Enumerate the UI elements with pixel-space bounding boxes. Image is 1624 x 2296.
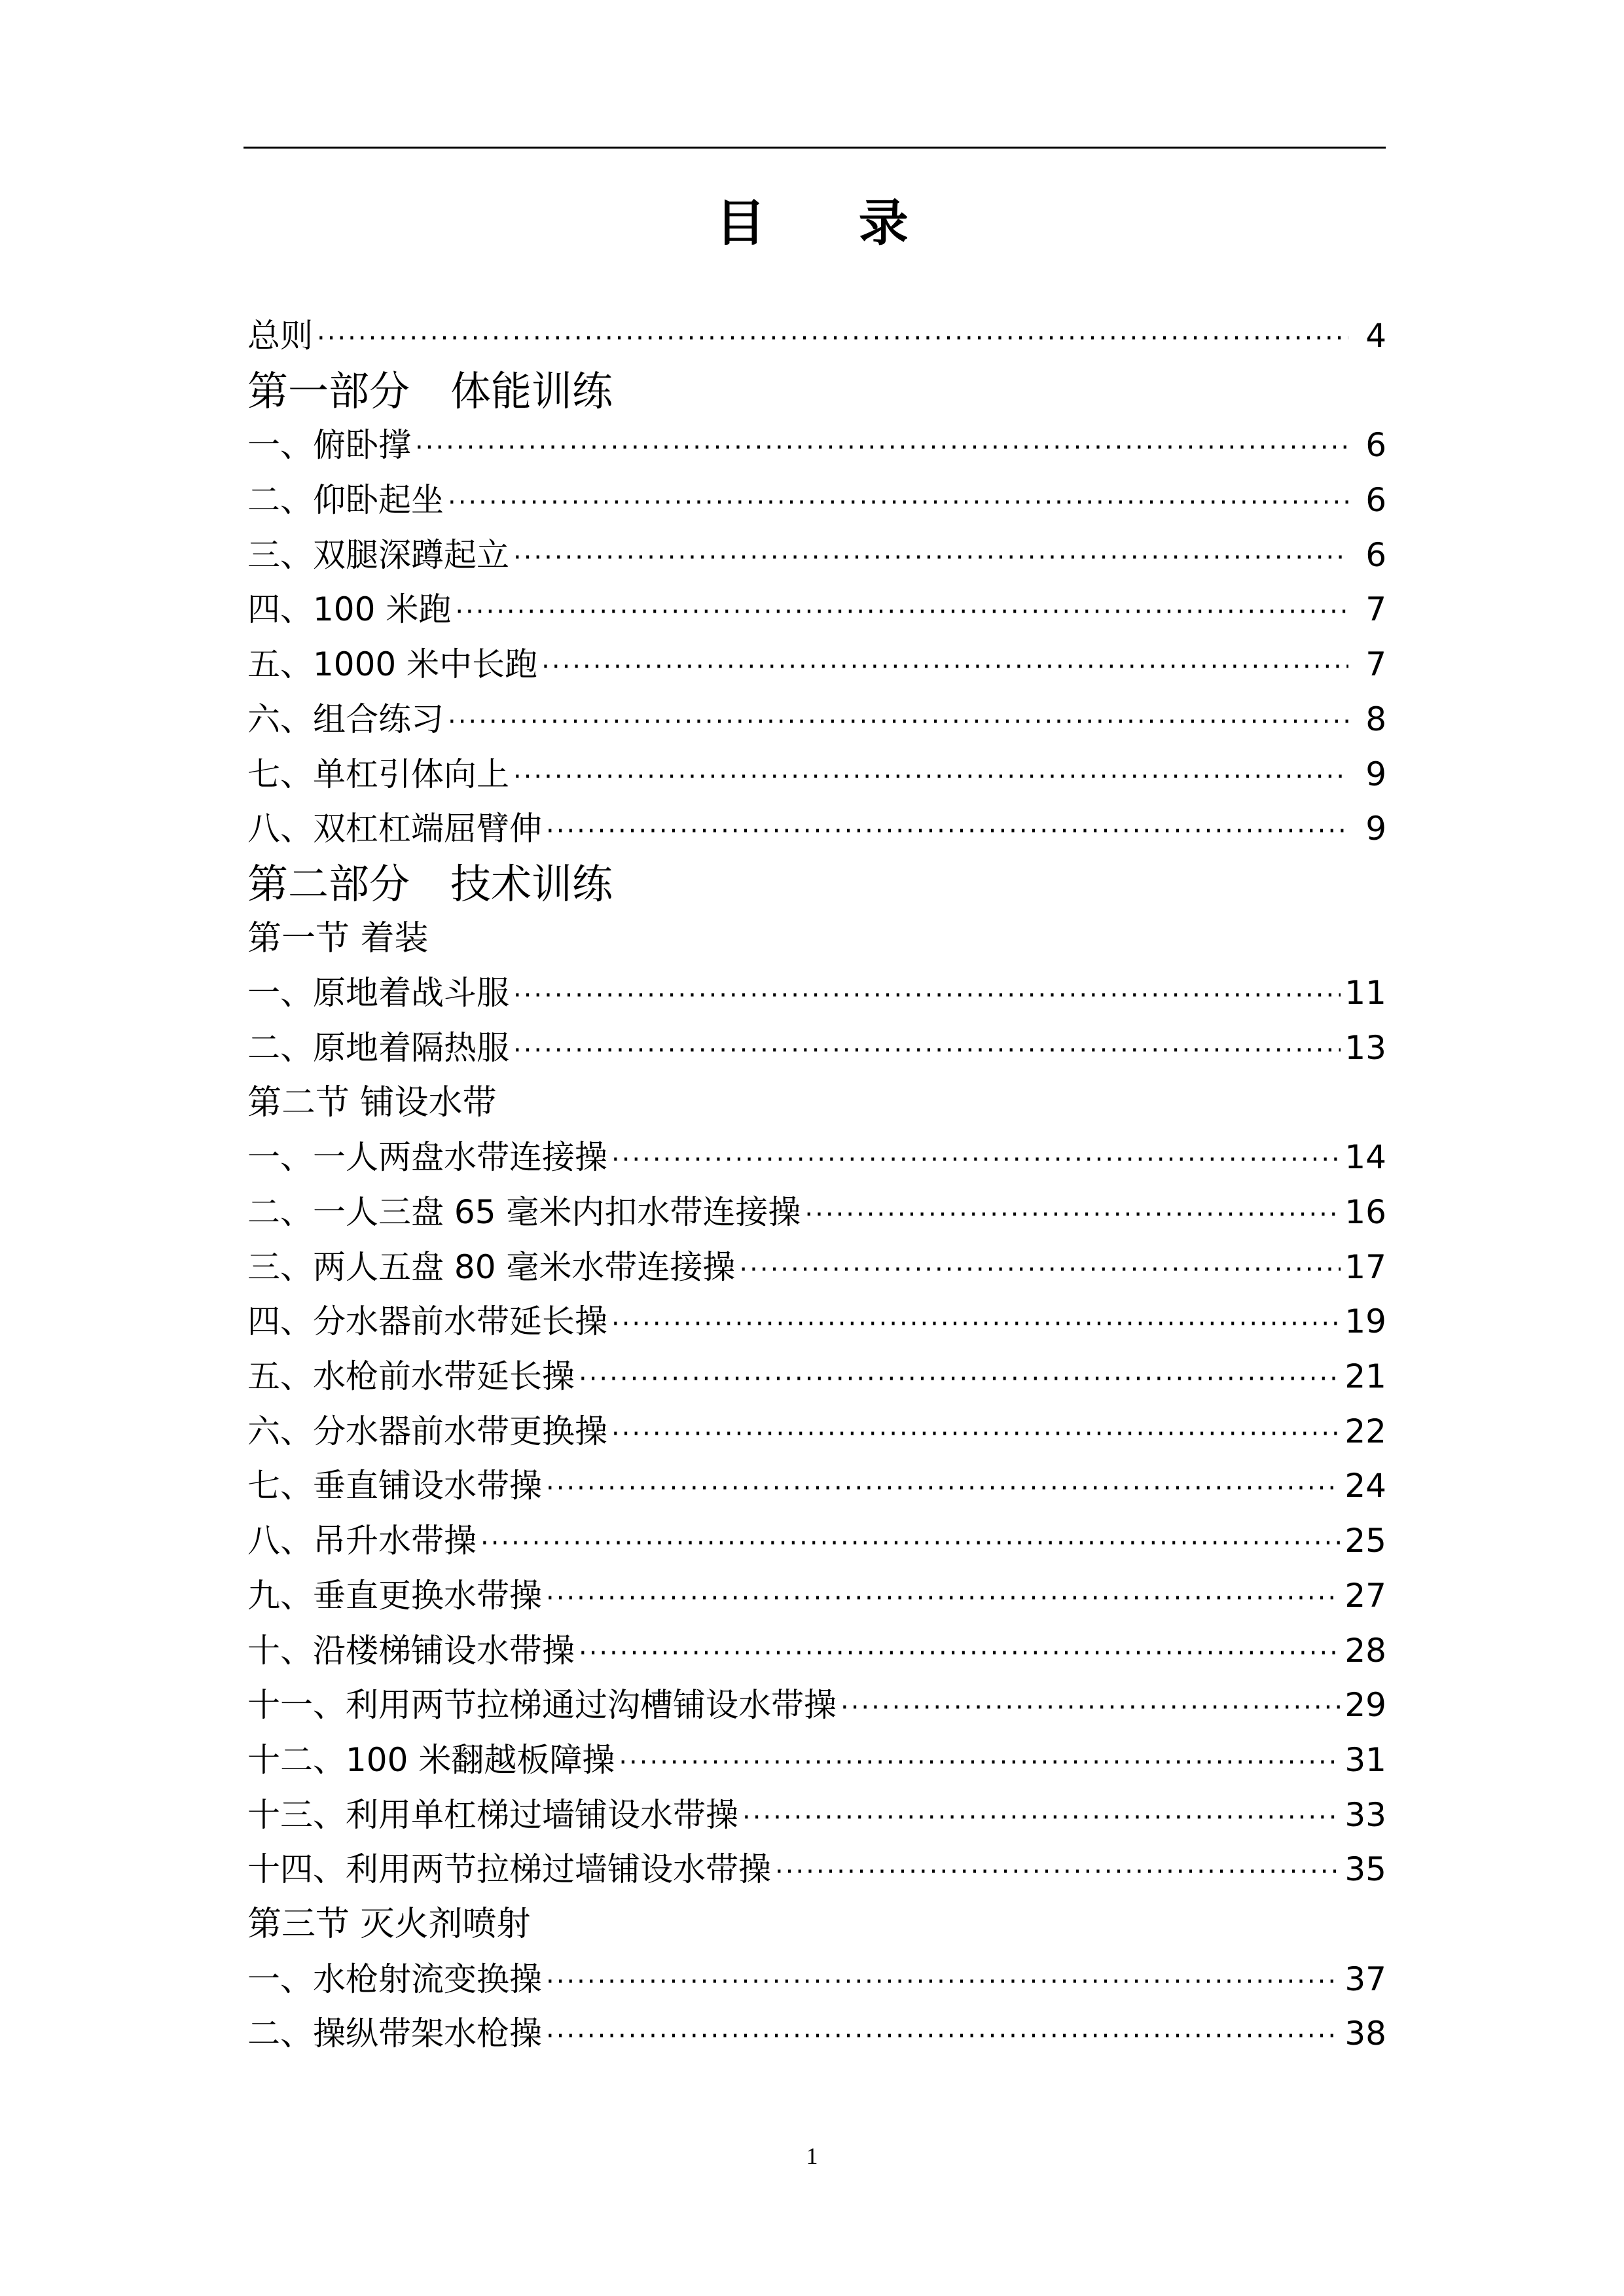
toc-dot-leader [840, 1681, 1341, 1736]
toc-entry[interactable] [247, 1295, 1386, 1350]
toc-label: 一、水枪射流变换操 [247, 1960, 542, 1998]
toc-page-number: 28 [1344, 1631, 1386, 1670]
toc-label: 一、俯卧撑 [247, 426, 411, 465]
toc-page-number: 16 [1344, 1193, 1386, 1231]
toc-dot-leader [739, 1243, 1341, 1298]
toc-label: 九、垂直更换水带操 [247, 1576, 542, 1615]
toc-label: 十一、利用两节拉梯通过沟槽铺设水带操 [247, 1686, 837, 1725]
toc-dot-leader [619, 1736, 1341, 1791]
toc-entry[interactable] [247, 1678, 1386, 1733]
toc-page-number: 38 [1344, 2015, 1386, 2053]
toc-label: 六、分水器前水带更换操 [247, 1412, 607, 1450]
toc-page-number: 35 [1344, 1850, 1386, 1889]
toc-label: 七、垂直铺设水带操 [247, 1467, 542, 1505]
toc-label: 二、仰卧起坐 [247, 481, 444, 520]
toc-entry[interactable] [247, 747, 1386, 802]
toc-entry[interactable] [247, 1842, 1386, 1897]
toc-dot-leader [513, 531, 1348, 586]
toc-dot-leader [317, 312, 1348, 367]
toc-label: 八、双杠杠端屈臂伸 [247, 810, 542, 848]
toc-dot-leader [579, 1626, 1341, 1681]
toc-dot-leader [546, 1955, 1341, 2010]
toc-page-number: 17 [1344, 1247, 1386, 1286]
toc-entry[interactable] [247, 802, 1386, 857]
toc-dot-leader [513, 750, 1348, 805]
toc-label: 三、双腿深蹲起立 [247, 535, 509, 574]
toc-entry[interactable] [247, 2007, 1386, 2062]
toc-dot-leader [541, 640, 1348, 695]
toc-label: 四、100 米跑 [247, 590, 452, 629]
toc-label: 五、1000 米中长跑 [247, 645, 538, 684]
toc-page-number: 27 [1344, 1576, 1386, 1615]
toc-entry[interactable] [247, 692, 1386, 747]
toc-page-number: 21 [1344, 1357, 1386, 1396]
toc-label: 五、水枪前水带延长操 [247, 1357, 575, 1396]
toc-entry[interactable] [247, 583, 1386, 637]
toc-page-number: 19 [1344, 1302, 1386, 1341]
toc-entry[interactable] [247, 1733, 1386, 1788]
toc-dot-leader [775, 1845, 1341, 1900]
toc-page-number: 6 [1365, 481, 1386, 520]
toc-dot-leader [455, 585, 1348, 640]
toc-part-heading [247, 857, 1386, 912]
toc-entry[interactable] [247, 418, 1386, 473]
toc-page-number: 7 [1365, 645, 1386, 684]
toc-page-number: 25 [1344, 1522, 1386, 1560]
toc-label: 六、组合练习 [247, 700, 444, 738]
toc-page-number: 33 [1344, 1795, 1386, 1834]
page-title: 目 录 [715, 194, 947, 252]
toc-dot-leader [415, 421, 1348, 476]
toc-label: 第三节 灭火剂喷射 [247, 1904, 531, 1944]
toc-section-heading [247, 1897, 1386, 1952]
toc-entry[interactable] [247, 1185, 1386, 1240]
toc-label: 一、一人两盘水带连接操 [247, 1138, 607, 1177]
toc-label: 第二部分 技术训练 [247, 859, 613, 908]
toc-dot-leader [546, 2009, 1341, 2064]
toc-label: 一、原地着战斗服 [247, 974, 509, 1013]
toc-entry[interactable] [247, 1624, 1386, 1679]
toc-part-heading [247, 364, 1386, 419]
toc-entry[interactable] [247, 1788, 1386, 1843]
toc-page-number: 11 [1344, 974, 1386, 1013]
toc-section-heading [247, 1076, 1386, 1131]
toc-dot-leader [742, 1791, 1341, 1846]
toc-page-number: 13 [1344, 1028, 1386, 1067]
toc-label: 八、吊升水带操 [247, 1522, 477, 1560]
toc-label: 二、原地着隔热服 [247, 1028, 509, 1067]
toc-entry[interactable] [247, 309, 1386, 364]
toc-entry[interactable] [247, 1021, 1386, 1076]
toc-label: 十、沿楼梯铺设水带操 [247, 1631, 575, 1670]
toc-label: 总则 [247, 317, 313, 355]
toc-dot-leader [513, 1024, 1341, 1079]
toc-entry[interactable] [247, 1569, 1386, 1624]
toc-page-number: 4 [1365, 317, 1386, 355]
toc-dot-leader [480, 1516, 1341, 1571]
toc-entry[interactable] [247, 1405, 1386, 1460]
header-rule [244, 147, 1386, 149]
toc-page-number: 7 [1365, 590, 1386, 629]
toc-page-number: 29 [1344, 1686, 1386, 1725]
toc-page-number: 9 [1365, 810, 1386, 848]
toc-label: 第二节 铺设水带 [247, 1083, 497, 1122]
toc-entry[interactable] [247, 1240, 1386, 1295]
toc-label: 二、操纵带架水枪操 [247, 2015, 542, 2053]
toc-page-number: 6 [1365, 426, 1386, 465]
footer-page-number: 1 [806, 2143, 818, 2169]
toc-page-number: 14 [1344, 1138, 1386, 1177]
toc-label: 四、分水器前水带延长操 [247, 1302, 607, 1341]
toc-dot-leader [546, 1462, 1341, 1516]
toc-label: 七、单杠引体向上 [247, 755, 509, 793]
toc-entry[interactable] [247, 1952, 1386, 2007]
toc-label: 十二、100 米翻越板障操 [247, 1740, 615, 1779]
toc-entry[interactable] [247, 1130, 1386, 1185]
toc-dot-leader [611, 1297, 1341, 1352]
toc-label: 二、一人三盘 65 毫米内扣水带连接操 [247, 1193, 801, 1231]
toc-page-number: 9 [1365, 755, 1386, 793]
toc-dot-leader [448, 476, 1348, 531]
toc-dot-leader [579, 1352, 1341, 1407]
toc-page-number: 8 [1365, 700, 1386, 738]
toc-dot-leader [611, 1133, 1341, 1188]
toc-entry[interactable] [247, 1459, 1386, 1514]
toc-page-number: 31 [1344, 1740, 1386, 1779]
toc-entry[interactable] [247, 637, 1386, 692]
toc-page-number: 6 [1365, 535, 1386, 574]
toc-label: 十四、利用两节拉梯过墙铺设水带操 [247, 1850, 771, 1889]
toc-page-number: 24 [1344, 1467, 1386, 1505]
toc-dot-leader [448, 695, 1348, 750]
table-of-contents [247, 309, 1386, 2062]
toc-entry[interactable] [247, 1514, 1386, 1569]
toc-dot-leader [546, 804, 1348, 859]
toc-page-number: 22 [1344, 1412, 1386, 1450]
toc-page-number: 37 [1344, 1960, 1386, 1998]
toc-label: 第一节 着装 [247, 918, 429, 958]
toc-label: 十三、利用单杠梯过墙铺设水带操 [247, 1795, 738, 1834]
toc-dot-leader [513, 969, 1341, 1024]
toc-label: 三、两人五盘 80 毫米水带连接操 [247, 1247, 736, 1286]
toc-entry[interactable] [247, 966, 1386, 1021]
toc-entry[interactable] [247, 1350, 1386, 1405]
toc-entry[interactable] [247, 528, 1386, 583]
toc-section-heading [247, 912, 1386, 967]
toc-entry[interactable] [247, 473, 1386, 528]
toc-dot-leader [804, 1188, 1341, 1243]
toc-dot-leader [611, 1407, 1341, 1462]
toc-dot-leader [546, 1571, 1341, 1626]
toc-label: 第一部分 体能训练 [247, 367, 613, 415]
